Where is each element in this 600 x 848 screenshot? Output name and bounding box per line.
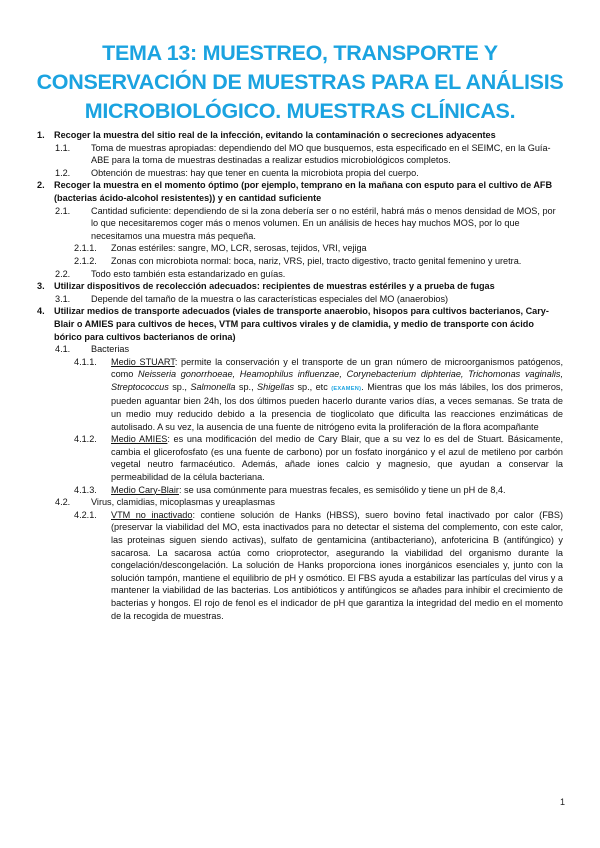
item-text: Toma de muestras apropiadas: dependiendo del MO que busquemos, esta especificado en el SEIMC, en la Guía-ABE para la toma de muestras destinadas a realizar estudios microbiológicos completos. bbox=[91, 142, 551, 166]
item-number: 1.1. bbox=[55, 142, 71, 153]
page-title-line-2: CONSERVACIÓN DE MUESTRAS PARA EL ANÁLISIS bbox=[36, 70, 564, 94]
item-text: Bacterias bbox=[91, 344, 130, 355]
item-text: Virus, clamidias, micoplasmas y ureaplasmas bbox=[91, 497, 275, 508]
list-item-4-1-3 bbox=[0, 484, 600, 497]
text-run: sp., bbox=[235, 381, 258, 392]
list-item-2-1-1 bbox=[0, 242, 600, 255]
item-text: Zonas con microbiota normal: boca, nariz, VRS, piel, tracto digestivo, tracto genital femenino y uretra. bbox=[111, 255, 522, 266]
list-item-1 bbox=[0, 129, 600, 142]
italic-run: Shigellas bbox=[257, 381, 295, 392]
item-number: 4.2. bbox=[55, 497, 71, 508]
list-item-2-2 bbox=[0, 268, 600, 281]
item-number: 2.1.2. bbox=[74, 255, 97, 266]
text-run: sp., etc bbox=[294, 381, 332, 392]
item-number: 2. bbox=[37, 180, 45, 191]
document-body bbox=[0, 129, 600, 622]
item-number: 4.1.2. bbox=[74, 434, 97, 445]
item-number: 2.1.1. bbox=[74, 243, 97, 254]
item-text: Recoger la muestra del sitio real de la infección, evitando la contaminación o secreciones adyacentes bbox=[54, 130, 496, 140]
item-number: 3.1. bbox=[55, 293, 71, 304]
item-text bbox=[111, 484, 563, 497]
item-text bbox=[111, 509, 563, 622]
item-text bbox=[111, 433, 563, 483]
item-text bbox=[111, 356, 563, 434]
item-number: 4.1. bbox=[55, 344, 71, 355]
list-item-1-1 bbox=[0, 142, 600, 167]
item-number: 1. bbox=[37, 130, 45, 140]
item-text: Recoger la muestra en el momento óptimo (por ejemplo, temprano en la mañana con esputo para el cultivo de AFB (bacterias ácido-alcohol resistentes)) y en cantidad suficiente bbox=[54, 180, 553, 203]
item-number: 4.1.3. bbox=[74, 484, 97, 495]
page-title-line-1: TEMA 13: MUESTREO, TRANSPORTE Y bbox=[102, 41, 498, 65]
list-item-4-1-1 bbox=[0, 356, 600, 434]
text-run: : contiene solución de Hanks (HBSS), suero bovino fetal inactivado por calor (FBS) (preservar la viabilidad del MO, esta inactivados para no detectar el sistema del complemento, con este calor, las proteinas siguen siendo activas), sulfato de gentamicina (antibacteriano), anfotericina B (antifúngico) y sacarosa. La sacarosa actúa como crioprotector, asegurando la viabilidad del organismo durante la congelación/descongelación. La solución de Hanks proporciona iones inorgánicos esenciales y, junto con la solución tampón, mantiene el equilibrio de pH y osmótico. El FBS ayuda a estabilizar las partículas del virus y a mantener la viabilidad de las bacterias. Los antibióticos y antifúngicos se añades para inhibir el crecimiento de bacterias y hongos. El rojo de fenol es el indicador de pH que garantiza la integridad del medio en el momento de la recogida de muestras. bbox=[111, 509, 563, 621]
text-run: : se usa comúnmente para muestras fecales, es semisólido y tiene un pH de 8,4. bbox=[178, 484, 506, 495]
list-item-4-2-1 bbox=[0, 509, 600, 622]
item-number: 1.2. bbox=[55, 167, 71, 178]
list-item-3-1 bbox=[0, 293, 600, 306]
exam-tag: (EXAMEN) bbox=[331, 385, 362, 392]
list-item-2-1 bbox=[0, 205, 600, 243]
item-text: Depende del tamaño de la muestra o las características especiales del MO (anaerobios) bbox=[91, 293, 449, 304]
item-text: Utilizar medios de transporte adecuados (viales de transporte anaerobio, hisopos para cultivos bacterianos, Cary-Blair o AMIES para cultivos de heces, VTM para cultivos virales y de clamidia, y medio de transporte con ácido bórico para cultivos bacterianos de orina) bbox=[54, 306, 549, 342]
text-run: . Mientras que los más lábiles, los dos primeros, pueden aguantar bien 24h, los dos últimos pueden hacerlo durante varios días, a veces semanas. Se trata de un medio muy reducido debido a la presencia de tioglicolato que dificulta las reacciones enzimáticas de autolisado. A su vez, la ausencia de una fuente de nitrógeno evita la proliferación de la flora acompañante bbox=[111, 381, 563, 432]
item-text: Obtención de muestras: hay que tener en cuenta la microbiota propia del cuerpo. bbox=[91, 167, 419, 178]
page-number: 1 bbox=[559, 797, 565, 807]
medium-heading: Medio STUART bbox=[111, 356, 175, 367]
list-item-2 bbox=[0, 179, 600, 204]
list-item-3 bbox=[0, 280, 600, 293]
medium-heading: Medio Cary-Blair bbox=[111, 484, 179, 495]
item-text: Utilizar dispositivos de recolección adecuados: recipientes de muestras estériles y a prueba de fugas bbox=[54, 281, 495, 292]
list-item-4-1-2 bbox=[0, 433, 600, 483]
text-run: : es una modificación del medio de Cary Blair, que a su vez lo es del de Stuart. Básicamente, cambia el glicerofosfato (es una fuente de carbono) por un fosfato inorgánico y el azul de metileno por carbón vegetal neutro farmacéutico. Además, añade iones calcio y magnesio, que ayudan a conservar la permeabilidad de la célula bacteriana. bbox=[111, 434, 564, 483]
medium-heading: VTM no inactivado bbox=[111, 509, 193, 520]
medium-heading: Medio AMIES bbox=[111, 434, 168, 445]
item-number: 4.2.1. bbox=[74, 509, 97, 520]
text-run: sp., bbox=[168, 381, 191, 392]
italic-run: Neisseria gonorrhoeae, Heamophilus influenzae, Corynebacterium diphteriae, Trichomonas vaginalis, Streptococcus bbox=[111, 369, 563, 392]
item-text: Zonas estériles: sangre, MO, LCR, serosas, tejidos, VRI, vejiga bbox=[111, 243, 367, 254]
item-number: 3. bbox=[37, 281, 45, 292]
item-text: Todo esto también esta estandarizado en guías. bbox=[91, 268, 286, 279]
item-number: 4.1.1. bbox=[74, 356, 97, 367]
page-title-line-3: MICROBIOLÓGICO. MUESTRAS CLÍNICAS. bbox=[84, 99, 516, 123]
list-item-4-1 bbox=[0, 343, 600, 356]
list-item-2-1-2 bbox=[0, 255, 600, 268]
item-number: 2.1. bbox=[55, 205, 71, 216]
item-text: Cantidad suficiente: dependiendo de si la zona debería ser o no estéril, habrá más o menos densidad de MOS, por lo que necesitaremos coger más o menos volumen. En un análisis de heces hay muchos MOS, por lo que necesitamos una muestra más pequeña. bbox=[91, 205, 556, 241]
list-item-4-2 bbox=[0, 496, 600, 509]
item-number: 4. bbox=[37, 306, 45, 317]
italic-run: Salmonella bbox=[190, 381, 236, 392]
list-item-4 bbox=[0, 305, 600, 343]
item-number: 2.2. bbox=[55, 268, 71, 279]
text-run: : permite la conservación y el transporte de un gran número de microorganismos patógenos, como bbox=[111, 356, 563, 380]
list-item-1-2 bbox=[0, 167, 600, 180]
